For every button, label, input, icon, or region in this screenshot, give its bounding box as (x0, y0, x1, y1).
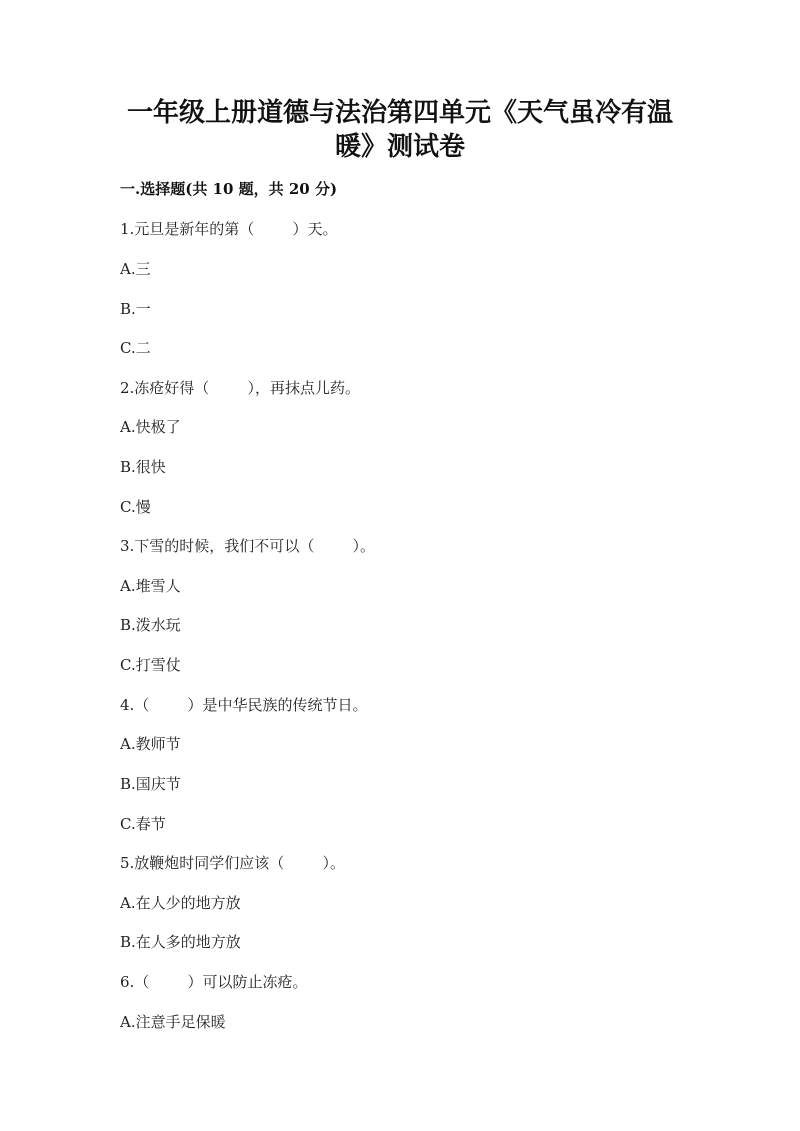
question-1-option-a: A.三 (120, 260, 151, 278)
question-5-option-b: B.在人多的地方放 (120, 933, 241, 951)
page-title-line-2: 暖》测试卷 (334, 132, 465, 162)
question-6-option-a: A.注意手足保暖 (120, 1013, 226, 1031)
question-2-option-b: B.很快 (120, 458, 166, 476)
question-2-option-a: A.快极了 (120, 418, 181, 436)
question-3-option-c: C.打雪仗 (120, 656, 181, 674)
question-4-option-b: B.国庆节 (120, 775, 181, 793)
question-3-option-b: B.泼水玩 (120, 616, 181, 634)
question-1-option-c: C.二 (120, 339, 151, 357)
page-title-line-1: 一年级上册道德与法治第四单元《天气虽冷有温 (126, 98, 673, 128)
question-2-option-c: C.慢 (120, 498, 151, 516)
question-3-option-a: A.堆雪人 (120, 577, 181, 595)
question-1-option-b: B.一 (120, 300, 151, 318)
question-3-stem: 3.下雪的时候，我们不可以（ ）。 (120, 537, 375, 555)
question-5-option-a: A.在人少的地方放 (120, 894, 241, 912)
question-4-option-a: A.教师节 (120, 735, 181, 753)
question-4-option-c: C.春节 (120, 815, 166, 833)
question-4-stem: 4.（ ）是中华民族的传统节日。 (120, 696, 368, 714)
question-5-stem: 5.放鞭炮时同学们应该（ ）。 (120, 854, 345, 872)
section-heading: 一.选择题(共 10 题，共 20 分) (120, 180, 338, 198)
question-1-stem: 1.元旦是新年的第（ ）天。 (120, 220, 338, 238)
question-6-stem: 6.（ ）可以防止冻疮。 (120, 973, 308, 991)
question-2-stem: 2.冻疮好得（ ），再抹点儿药。 (120, 379, 360, 397)
